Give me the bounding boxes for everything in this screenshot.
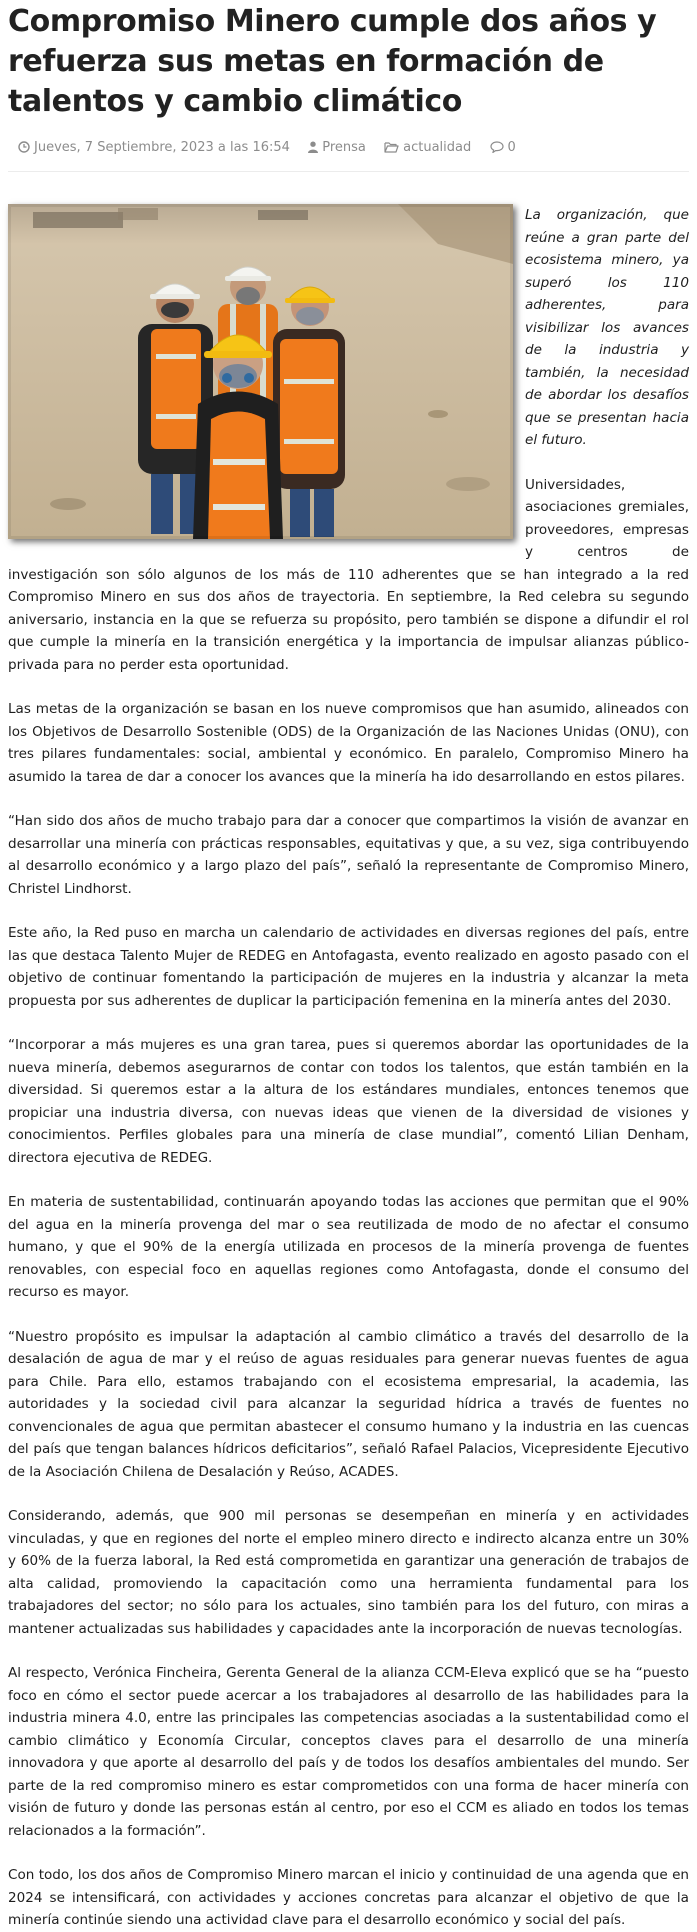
post-date: Jueves, 7 Septiembre, 2023 a las 16:54	[34, 140, 290, 155]
body-paragraph: Este año, la Red puso en marcha un calendario de actividades en diversas regiones del país, entre las que destaca Talento Mujer de REDEG en Antofagasta, evento realizado en agosto pasado con el objetivo de continuar fomentando la participación de mujeres en la industria y alcanzar la meta propuesta por sus adherentes de duplicar la participación femenina en la minería antes del 2030.	[8, 925, 689, 1009]
body-paragraph: Universidades, asociaciones gremiales, proveedores, empresas y centros de investigación son sólo algunos de los más de 110 adherentes que se han integrado a la red Compromiso Minero en sus dos años de trayectoria. En septiembre, la Red celebra su segundo aniversario, instancia en la que se refuerza su propósito, pero también se dispone a difundir el rol que cumple la minería en la transición energética y la importancia de impulsar alianzas público-privada para no perder esta oportunidad.	[8, 476, 689, 673]
body-paragraph: “Han sido dos años de mucho trabajo para dar a conocer que compartimos la visión de avanzar en desarrollar una minería con prácticas responsables, equitativas y que, a su vez, siga contribuyendo al desarrollo económico y a largo plazo del país”, señaló la representante de Compromiso Minero, Christel Lindhorst.	[8, 813, 689, 897]
body-paragraph: Con todo, los dos años de Compromiso Minero marcan el inicio y continuidad de una agenda que en 2024 se intensificará, con actividades y acciones concretas para alcanzar el objetivo de que la minería continúe siendo una actividad clave para el desarrollo económico y social del país.	[8, 1867, 689, 1928]
clock-icon	[18, 141, 30, 159]
folder-icon	[384, 141, 399, 159]
article-meta	[8, 137, 689, 172]
miners-photo	[8, 204, 513, 539]
article-body	[8, 204, 689, 1932]
article-title: Compromiso Minero cumple dos años y refuerza sus metas en formación de talentos y cambio climático	[8, 4, 657, 119]
category-link[interactable]: actualidad	[403, 140, 472, 155]
comments-link[interactable]: 0	[507, 140, 516, 155]
lead-paragraph: La organización, que reúne a gran parte del ecosistema minero, ya superó los 110 adherentes, para visibilizar los avances de la industria y también, la necesidad de abordar los desafíos que se presentan hacia el futuro.	[525, 207, 689, 448]
user-icon	[308, 141, 318, 159]
body-paragraph: “Incorporar a más mujeres es una gran tarea, pues si queremos abordar las oportunidades de la nueva minería, debemos asegurarnos de contar con todos los talentos, que están también en la diversidad. Si queremos estar a la altura de los estándares mundiales, entonces tenemos que propiciar una industria diversa, con nuevas ideas que vienen de la diversidad de visiones y conocimientos. Perfiles globales para una minería de clase mundial”, comentó Lilian Denham, directora ejecutiva de REDEG.	[8, 1037, 689, 1166]
body-paragraph: “Nuestro propósito es impulsar la adaptación al cambio climático a través del desarrollo de la desalación de agua de mar y el reúso de aguas residuales para generar nuevas fuentes de agua para Chile. Para ello, estamos trabajando con el ecosistema empresarial, la academia, las autoridades y la sociedad civil para alcanzar la seguridad hídrica a través de fuentes no convencionales de agua que permitan abastecer el consumo humano y la industria en las cuencas del país que tengan balances hídricos deficitarios”, señaló Rafael Palacios, Vicepresidente Ejecutivo de la Asociación Chilena de Desalación y Reúso, ACADES.	[8, 1328, 689, 1480]
author-link[interactable]: Prensa	[322, 140, 366, 155]
body-paragraph: En materia de sustentabilidad, continuarán apoyando todas las acciones que permitan que el 90% del agua en la minería provenga del mar o sea reutilizada de modo de no afectar el consumo humano, y que el 90% de la energía utilizada en procesos de la minería provenga de fuentes renovables, con especial foco en aquellas regiones como Antofagasta, donde el consumo del recurso es mayor.	[8, 1194, 689, 1300]
body-paragraph: Considerando, además, que 900 mil personas se desempeñan en minería y en actividades vinculadas, y que en regiones del norte el empleo minero directo e indirecto alcanza entre un 30% y 60% de la fuerza laboral, la Red está comprometida en garantizar una generación de trabajos de alta calidad, promoviendo la capacitación como una herramienta fundamental para los trabajadores del sector; no sólo para los actuales, sino también para los del futuro, con miras a mantener actualizadas sus habilidades y capacidades ante la incorporación de nuevas tecnologías.	[8, 1508, 689, 1637]
body-paragraph: Al respecto, Verónica Fincheira, Gerenta General de la alianza CCM-Eleva explicó que se ha “puesto foco en cómo el sector puede acercar a los trabajadores al desarrollo de las habilidades para la industria minera 4.0, entre las principales las competencias asociadas a la sustentabilidad como el cambio climático y Economía Circular, conceptos claves para el desarrollo de una minería innovadora y que aporte al desarrollo del país y de todos los desafíos ambientales del mundo. Ser parte de la red compromiso minero es estar comprometidos con una forma de hacer minería con visión de futuro y donde las personas están al centro, por eso el CCM es aliado en todos los temas relacionados a la formación”.	[8, 1665, 689, 1839]
body-paragraph: Las metas de la organización se basan en los nueve compromisos que han asumido, alineados con los Objetivos de Desarrollo Sostenible (ODS) de la Organización de las Naciones Unidas (ONU), con tres pilares fundamentales: social, ambiental y económico. En paralelo, Compromiso Minero ha asumido la tarea de dar a conocer los avances que la minería ha ido desarrollando en estos pilares.	[8, 701, 689, 785]
comment-icon	[490, 141, 504, 159]
article-image	[8, 204, 513, 539]
